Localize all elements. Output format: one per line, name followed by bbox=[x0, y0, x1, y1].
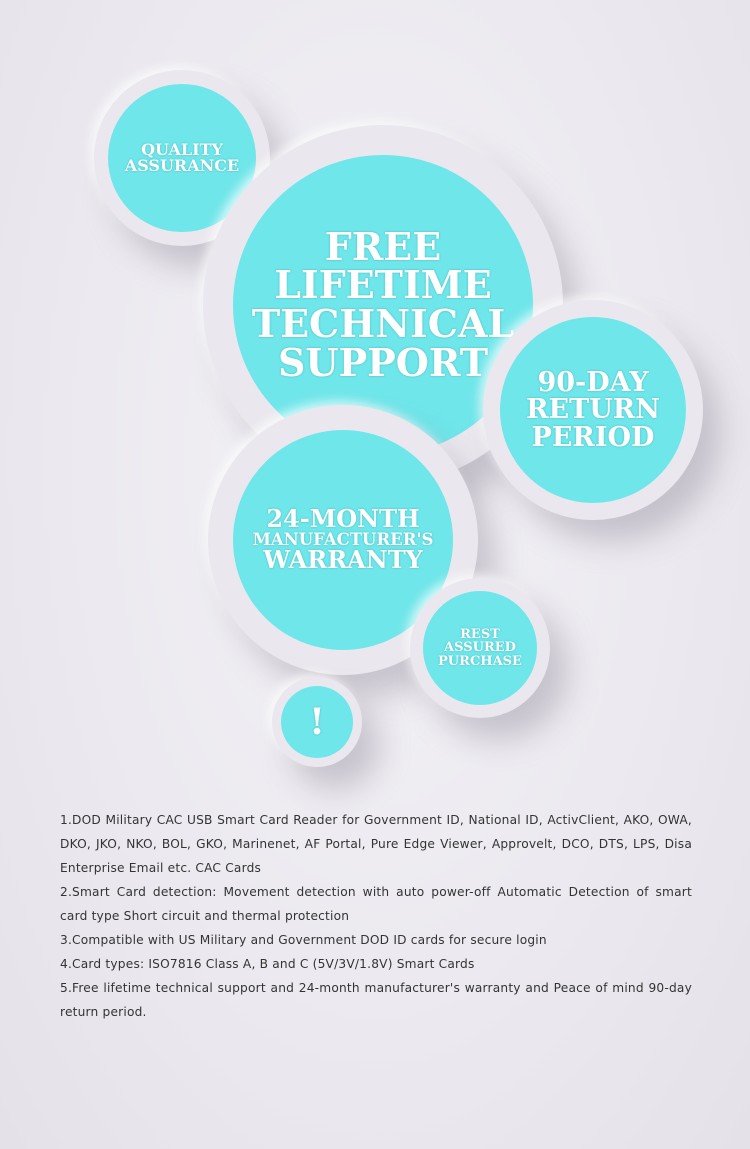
support-line-4: SUPPORT bbox=[277, 339, 489, 385]
return-line-2: RETURN bbox=[526, 394, 660, 426]
return-period-badge bbox=[500, 317, 686, 503]
rest-assured-badge bbox=[423, 591, 537, 705]
support-line-3: TECHNICAL bbox=[251, 301, 515, 346]
feature-item-1: 1.DOD Military CAC USB Smart Card Reader for Government ID, National ID, ActivClient, AKO, OWA, DKO, JKO, NKO, BOL, GKO, Marinenet, AF Portal, Pure Edge Viewer, Approvelt, DCO, DTS, LPS, Disa Enterprise Email etc. CAC Cards bbox=[60, 813, 692, 875]
warranty-line-2: MANUFACTURER'S bbox=[252, 529, 434, 549]
rest-line-3: PURCHASE bbox=[438, 653, 522, 669]
return-line-1: 90-DAY bbox=[537, 366, 649, 398]
exclamation-mark: ! bbox=[309, 700, 325, 743]
support-line-1: FREE bbox=[324, 223, 442, 269]
rest-line-2: ASSURED bbox=[444, 640, 516, 656]
exclamation-icon bbox=[281, 686, 353, 758]
feature-item-5: 5.Free lifetime technical support and 24-month manufacturer's warranty and Peace of mind 90-day return period. bbox=[60, 981, 692, 1019]
feature-list bbox=[60, 808, 692, 1024]
feature-item-2: 2.Smart Card detection: Movement detection with auto power-off Automatic Detection of smart card type Short circuit and thermal protection bbox=[60, 885, 692, 923]
quality-line-1: QUALITY bbox=[141, 139, 223, 159]
support-line-2: LIFETIME bbox=[274, 262, 492, 308]
quality-line-2: ASSURANCE bbox=[124, 156, 240, 175]
warranty-line-1: 24-MONTH bbox=[266, 504, 420, 534]
feature-item-3: 3.Compatible with US Military and Government DOD ID cards for secure login bbox=[60, 933, 547, 947]
return-line-3: PERIOD bbox=[531, 421, 655, 453]
feature-item-4: 4.Card types: ISO7816 Class A, B and C (5V/3V/1.8V) Smart Cards bbox=[60, 957, 475, 971]
rest-line-1: REST bbox=[460, 627, 500, 643]
warranty-line-3: WARRANTY bbox=[263, 545, 423, 575]
